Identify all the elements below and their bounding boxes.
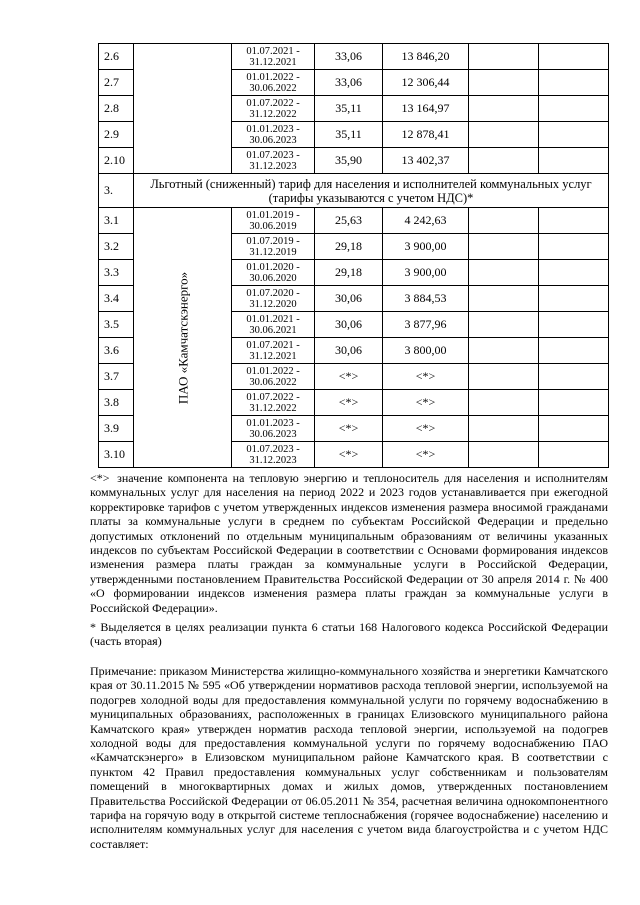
period-cell: 01.01.2022 - 30.06.2022 [232, 364, 315, 390]
tariff-table [98, 43, 609, 468]
star-footnote-text: значение компонента на тепловую энергию и теплоноситель для населения и исполнителям коммунальных услуг для населения на период 2022 и 2023 годов устанавливается при ежегодной корректировке тарифов с учетом утвержденных индексов изменения размера вносимой гражданами платы за коммунальные услуги в среднем по субъектам Российской Федерации и предельно допустимых отклонений по отдельным муниципальным образованиям от величины указанных индексов по субъектам Российской Федерации в соответствии с Основами формирования индексов изменения размера платы граждан за коммунальные услуги в Российской Федерации, утвержденными постановлением Правительства Российской Федерации от 30 апреля 2014 г. № 400 «О формировании индексов изменения размера платы граждан за коммунальные услуги в Российской Федерации». [90, 471, 608, 615]
empty-cell [469, 364, 539, 390]
empty-cell [539, 234, 609, 260]
row-number: 3.9 [99, 416, 134, 442]
period-cell: 01.01.2023 - 30.06.2023 [232, 416, 315, 442]
empty-cell [469, 234, 539, 260]
empty-cell [539, 390, 609, 416]
empty-cell [469, 286, 539, 312]
row-number: 2.10 [99, 148, 134, 174]
row-number: 2.9 [99, 122, 134, 148]
period-cell: 01.01.2019 - 30.06.2019 [232, 208, 315, 234]
table-body-bottom [99, 208, 609, 468]
period-cell: 01.01.2021 - 30.06.2021 [232, 312, 315, 338]
tariff-value-1: 35,11 [315, 96, 383, 122]
tariff-value-2: <*> [383, 390, 469, 416]
period-cell: 01.01.2023 - 30.06.2023 [232, 122, 315, 148]
empty-cell [539, 416, 609, 442]
tariff-value-1: 30,06 [315, 286, 383, 312]
period-cell: 01.07.2022 - 31.12.2022 [232, 390, 315, 416]
row-number: 3.1 [99, 208, 134, 234]
empty-cell [469, 416, 539, 442]
row-number: 3.6 [99, 338, 134, 364]
tariff-value-1: 29,18 [315, 234, 383, 260]
empty-cell [469, 338, 539, 364]
table-body-top [99, 44, 609, 174]
empty-cell [539, 208, 609, 234]
tariff-value-2: 3 900,00 [383, 234, 469, 260]
empty-cell [469, 122, 539, 148]
empty-cell [539, 96, 609, 122]
empty-cell [539, 442, 609, 468]
period-cell: 01.07.2023 - 31.12.2023 [232, 442, 315, 468]
tariff-value-1: 35,11 [315, 122, 383, 148]
empty-cell [469, 390, 539, 416]
empty-cell [539, 70, 609, 96]
row-number: 3.10 [99, 442, 134, 468]
tariff-value-2: 13 846,20 [383, 44, 469, 70]
period-cell: 01.07.2020 - 31.12.2020 [232, 286, 315, 312]
row-number: 3.7 [99, 364, 134, 390]
empty-cell [469, 208, 539, 234]
period-cell: 01.01.2022 - 30.06.2022 [232, 70, 315, 96]
row-number: 3.8 [99, 390, 134, 416]
tariff-value-2: 12 306,44 [383, 70, 469, 96]
tariff-value-1: <*> [315, 390, 383, 416]
table-section-3 [99, 174, 609, 208]
empty-cell [539, 44, 609, 70]
tariff-value-1: <*> [315, 416, 383, 442]
tariff-value-2: 12 878,41 [383, 122, 469, 148]
table-row [99, 44, 609, 70]
star-footnote [90, 471, 608, 615]
row-number: 3.3 [99, 260, 134, 286]
tariff-value-1: 30,06 [315, 312, 383, 338]
empty-cell [469, 70, 539, 96]
tariff-value-1: <*> [315, 442, 383, 468]
empty-cell [469, 44, 539, 70]
empty-cell [539, 286, 609, 312]
period-cell: 01.07.2023 - 31.12.2023 [232, 148, 315, 174]
tariff-value-1: 33,06 [315, 70, 383, 96]
period-cell: 01.07.2021 - 31.12.2021 [232, 338, 315, 364]
row-number: 2.6 [99, 44, 134, 70]
tariff-value-2: <*> [383, 442, 469, 468]
row-number: 3.2 [99, 234, 134, 260]
empty-cell [539, 364, 609, 390]
empty-cell [539, 148, 609, 174]
tariff-value-2: 4 242,63 [383, 208, 469, 234]
empty-cell [469, 312, 539, 338]
tariff-value-2: 3 800,00 [383, 338, 469, 364]
empty-cell [469, 148, 539, 174]
period-cell: 01.01.2020 - 30.06.2020 [232, 260, 315, 286]
tariff-value-2: 13 164,97 [383, 96, 469, 122]
empty-cell [469, 260, 539, 286]
table-row [99, 208, 609, 234]
org-name: ПАО «Камчатскэнерго» [175, 271, 190, 404]
row-number: 2.8 [99, 96, 134, 122]
empty-cell [469, 442, 539, 468]
period-cell: 01.07.2021 - 31.12.2021 [232, 44, 315, 70]
section-3-title: Льготный (сниженный) тариф для населения и исполнителей коммунальных услуг (тарифы указываются с учетом НДС)* [134, 174, 609, 208]
org-cell [134, 44, 232, 174]
section-3-header-row [99, 174, 609, 208]
empty-cell [539, 260, 609, 286]
period-cell: 01.07.2022 - 31.12.2022 [232, 96, 315, 122]
tariff-value-1: 29,18 [315, 260, 383, 286]
empty-cell [469, 96, 539, 122]
section-3-number: 3. [99, 174, 134, 208]
tariff-value-1: 35,90 [315, 148, 383, 174]
empty-cell [539, 338, 609, 364]
row-number: 3.5 [99, 312, 134, 338]
tariff-value-2: <*> [383, 364, 469, 390]
tariff-value-1: 25,63 [315, 208, 383, 234]
empty-cell [539, 122, 609, 148]
row-number: 3.4 [99, 286, 134, 312]
tariff-value-1: 30,06 [315, 338, 383, 364]
period-cell: 01.07.2019 - 31.12.2019 [232, 234, 315, 260]
remark-paragraph: Примечание: приказом Министерства жилищно-коммунального хозяйства и энергетики Камчатского края от 30.11.2015 № 595 «Об утверждении нормативов расхода тепловой энергии, используемой на подогрев холодной воды для предоставления коммунальной услуги по горячему водоснабжению в муниципальных образованиях, расположенных в границах Елизовского муниципального района Камчатского края» утвержден норматив расхода тепловой энергии, используемой на подогрев холодной воды для предоставления коммунальной услуги по горячему водоснабжению ПАО «Камчатскэнерго» в Елизовском муниципальном районе Камчатского края. В соответствии с пунктом 42 Правил предоставления коммунальных услуг собственникам и пользователям помещений в многоквартирных домах и жилых домов, утвержденных постановлением Правительства Российской Федерации от 06.05.2011 № 354, расчетная величина однокомпонентного тарифа на горячую воду в открытой системе теплоснабжения (горячее водоснабжение) населению и исполнителям коммунальных услуг для населения с учетом вида благоустройства и с учетом НДС составляет: [90, 664, 608, 851]
tariff-value-2: 3 900,00 [383, 260, 469, 286]
asterisk-footnote: * Выделяется в целях реализации пункта 6 статьи 168 Налогового кодекса Российской Федерации (часть вторая) [90, 620, 608, 649]
tariff-value-1: 33,06 [315, 44, 383, 70]
tariff-value-2: <*> [383, 416, 469, 442]
tariff-value-2: 13 402,37 [383, 148, 469, 174]
star-footnote-marker: <*> [90, 471, 110, 485]
org-cell [134, 208, 232, 468]
row-number: 2.7 [99, 70, 134, 96]
tariff-value-1: <*> [315, 364, 383, 390]
tariff-value-2: 3 877,96 [383, 312, 469, 338]
tariff-value-2: 3 884,53 [383, 286, 469, 312]
empty-cell [539, 312, 609, 338]
